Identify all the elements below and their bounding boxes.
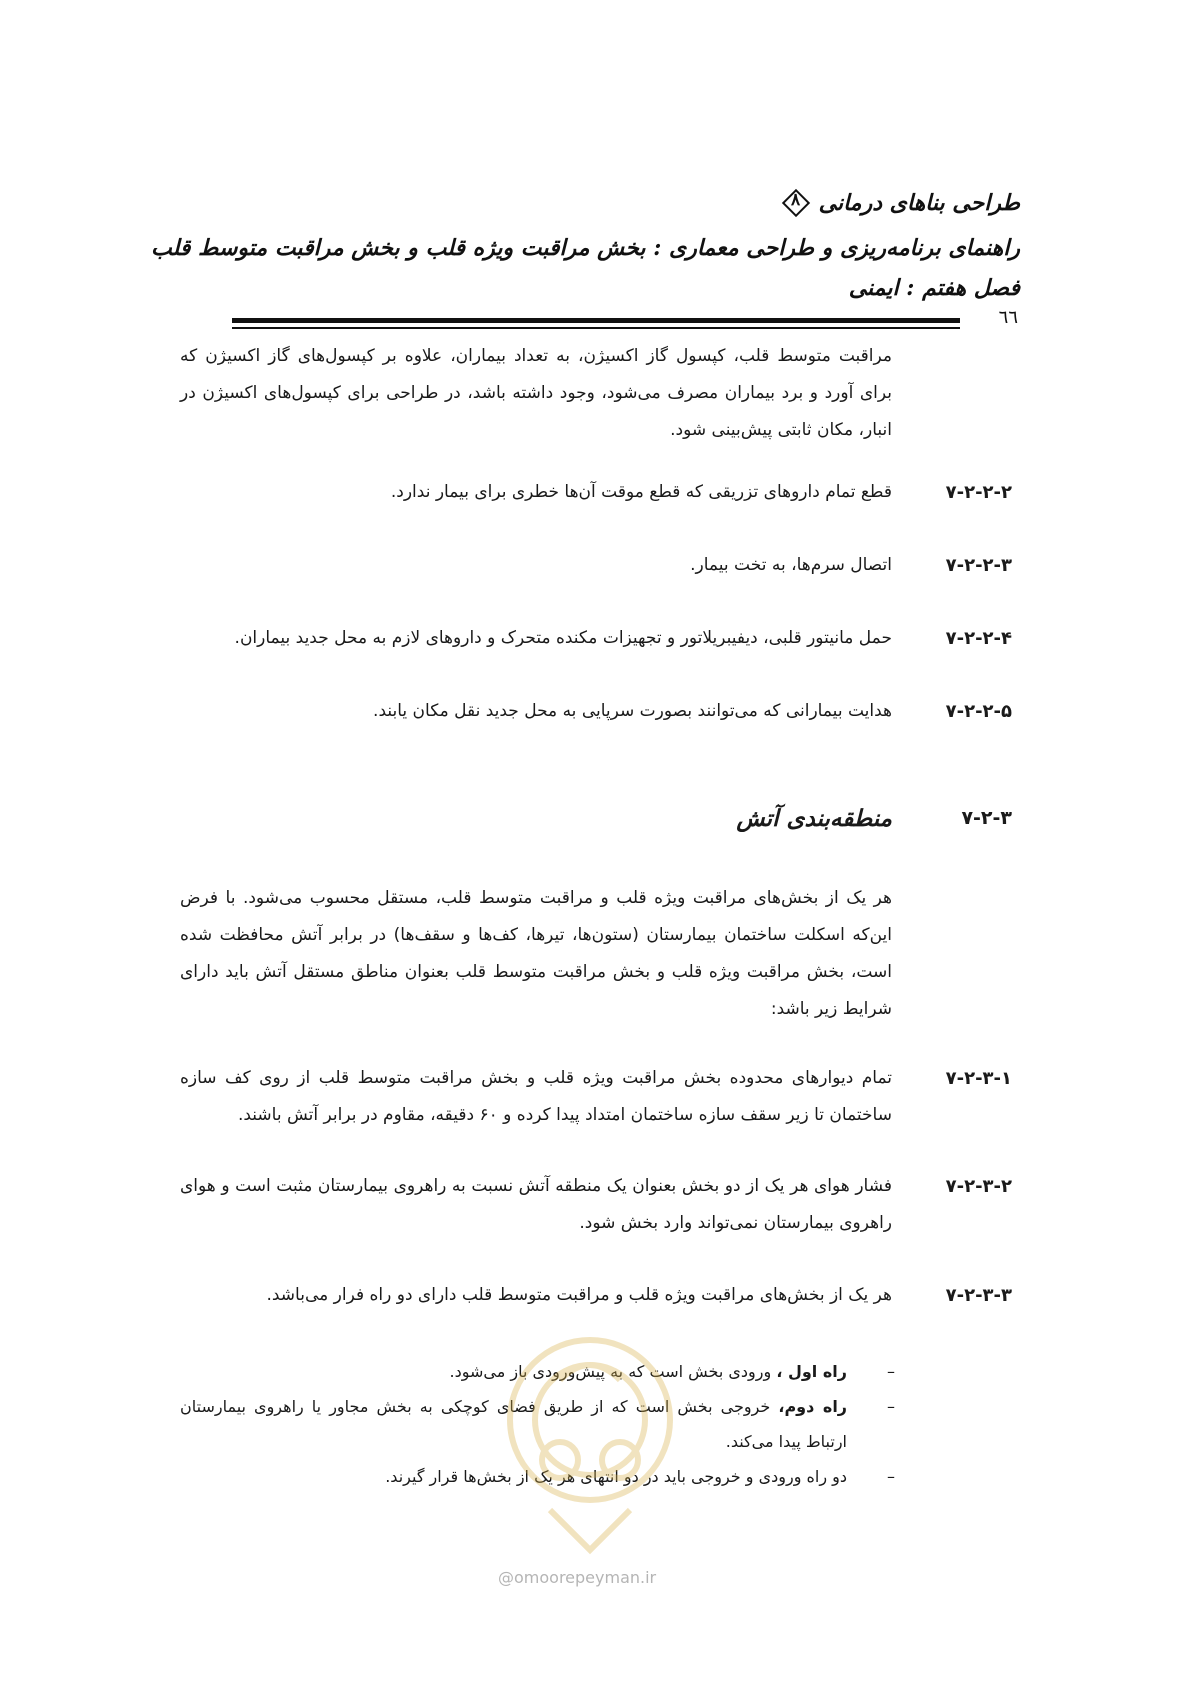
list-item [180,1060,1012,1134]
bullet-dash: – [887,1397,895,1416]
chapter-title: فصل هفتم : ایمنی [848,275,1020,301]
item-text: حمل مانیتور قلبی، دیفیبریلاتور و تجهیزات مکنده متحرک و داروهای لازم به محل جدید بیماران. [234,628,892,648]
item-number: ۷-۲-۳-۱ [945,1068,1012,1089]
list-item [180,474,1012,511]
bullet-text: ورودی بخش است که به پیش‌ورودی باز می‌شود. [449,1362,777,1381]
section-heading [600,805,1012,841]
list-item [180,1277,1012,1314]
section-number: ۷-۲-۳ [961,807,1012,829]
series-title-text: طراحی بناهای درمانی [818,190,1020,216]
item-number: ۷-۲-۲-۳ [945,555,1012,576]
item-text: هر یک از بخش‌های مراقبت ویژه قلب و مراقبت متوسط قلب دارای دو راه فرار می‌باشد. [266,1285,892,1305]
header-rule-thin [232,327,960,329]
list-item [180,547,1012,584]
item-number: ۷-۲-۳-۳ [945,1285,1012,1306]
item-text: قطع تمام داروهای تزریقی که قطع موقت آن‌ها خطری برای بیمار ندارد. [390,482,892,502]
header-rule-thick [232,318,960,323]
diamond-number-badge [781,188,811,218]
watermark-url: @omoorepeyman.ir [498,1568,657,1587]
page-number: ٦٦ [998,307,1018,328]
series-number: ۸ [791,190,801,210]
bullet-bold-label: راه اول ، [776,1362,847,1381]
guide-title: راهنمای برنامه‌ریزی و طراحی معماری : بخش مراقبت ویژه قلب و بخش مراقبت متوسط قلب [151,235,1020,261]
item-number: ۷-۲-۲-۲ [945,482,1012,503]
item-text: اتصال سرم‌ها، به تخت بیمار. [690,555,892,575]
list-item [180,620,1012,657]
bullet-dash: – [887,1467,895,1486]
bullet-text: دو راه ورودی و خروجی باید در دو انتهای هر یک از بخش‌ها قرار گیرند. [385,1467,847,1486]
item-text: تمام دیوارهای محدوده بخش مراقبت ویژه قلب و بخش مراقبت متوسط قلب از روی کف سازه ساختمان تا زیر سقف سازه ساختمان امتداد پیدا کرده و ۶۰ دقیقه، مقاوم در برابر آتش باشند. [180,1068,892,1125]
list-item [180,1168,1012,1242]
bullet-bold-label: راه دوم، [778,1397,848,1416]
item-number: ۷-۲-۳-۲ [945,1176,1012,1197]
watermark-logo-icon [490,1310,690,1560]
bullet-text: خروجی بخش است که از طریق فضای کوچکی به بخش مجاور یا راهروی بیمارستان ارتباط پیدا می‌کند. [180,1397,847,1451]
item-text: هدایت بیمارانی که می‌توانند بصورت سرپایی به محل جدید نقل مکان یابند. [373,701,892,721]
bullet-dash: – [887,1362,895,1381]
section-paragraph: هر یک از بخش‌های مراقبت ویژه قلب و مراقبت متوسط قلب، مستقل محسوب می‌شود. با فرض این‌که اسکلت ساختمان بیمارستان (ستون‌ها، تیرها، کف‌ها و سقف‌ها) در برابر آتش محافظت شده است، بخش مراقبت ویژه قلب و بخش مراقبت متوسط قلب بعنوان مناطق مستقل آتش باید دارای شرایط زیر باشد: [180,888,892,1019]
section-title: منطقه‌بندی آتش [736,805,892,832]
item-text: فشار هوای هر یک از دو بخش بعنوان یک منطقه آتش نسبت به راهروی بیمارستان مثبت است و هوای راهروی بیمارستان نمی‌تواند وارد بخش شود. [180,1176,892,1233]
series-title [781,188,1020,218]
intro-paragraph: مراقبت متوسط قلب، کپسول گاز اکسیژن، به تعداد بیماران، علاوه بر کپسول‌های گاز اکسیژن که برای آورد و برد بیماران مصرف می‌شود، وجود داشته باشد، در طراحی برای کپسول‌های اکسیژن در انبار، مکان ثابتی پیش‌بینی شود. [180,346,892,440]
list-item [180,693,1012,730]
item-number: ۷-۲-۲-۵ [945,701,1012,722]
item-number: ۷-۲-۲-۴ [945,628,1012,649]
